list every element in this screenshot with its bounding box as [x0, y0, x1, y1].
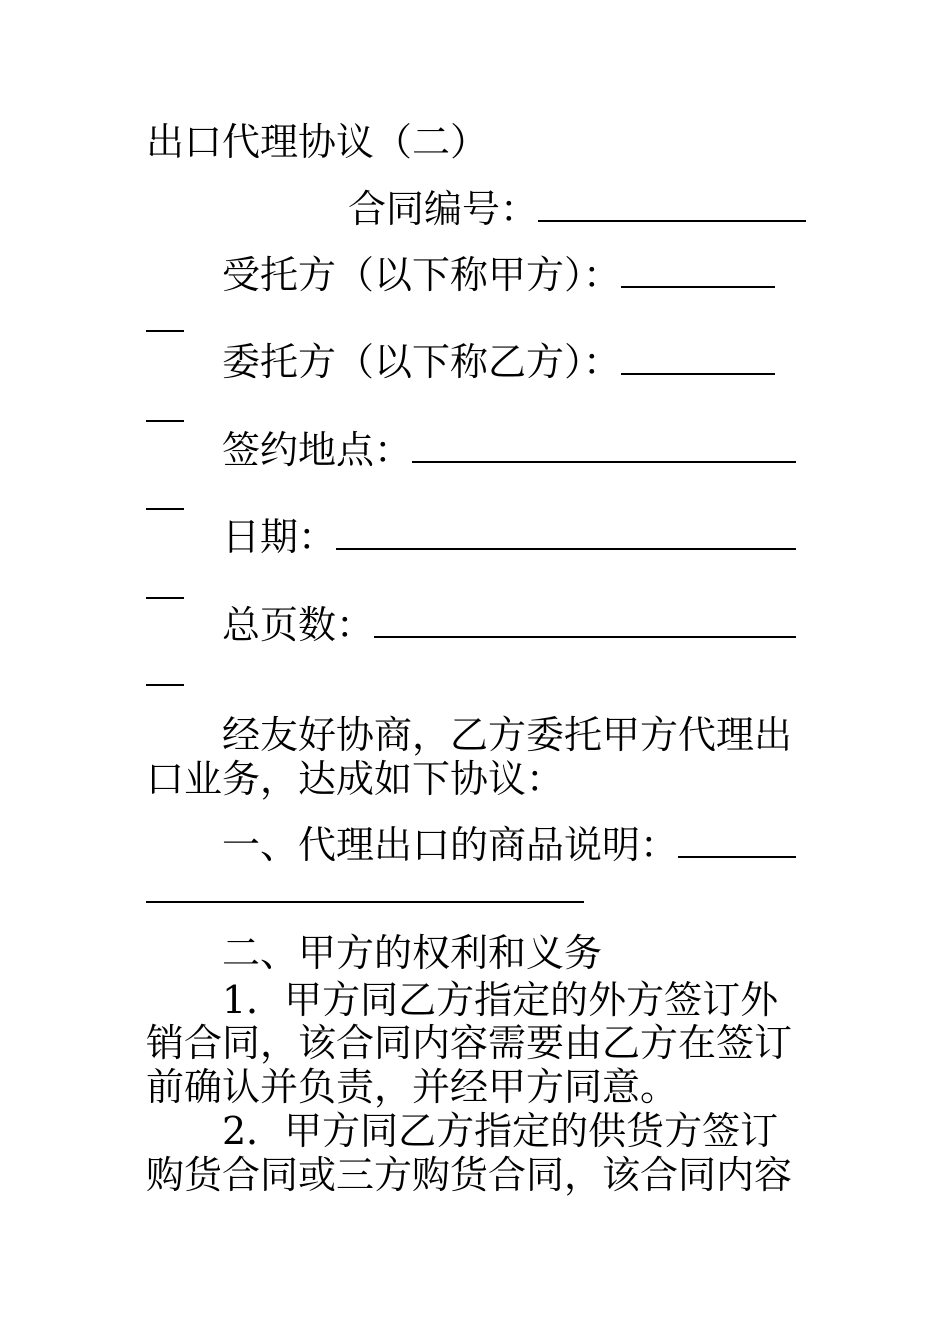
party-b-blank-continuation [146, 420, 184, 422]
party-b-row [222, 340, 775, 384]
goods-description-blank-continuation [146, 901, 584, 903]
place-row [222, 428, 796, 472]
date-blank-continuation [146, 597, 184, 599]
party-a-row [222, 253, 775, 297]
document-title: 出口代理协议（二） [146, 120, 489, 164]
section-1-heading: 一、代理出口的商品说明： [222, 823, 679, 867]
item-2-line-1: 2．甲方同乙方指定的供货方签订 [222, 1109, 779, 1153]
goods-description-blank [678, 824, 796, 858]
intro-line-2: 口业务，达成如下协议： [146, 757, 565, 801]
place-blank-continuation [146, 508, 184, 510]
contract-number-blank [538, 188, 806, 222]
section-1-row [222, 823, 796, 867]
date-label: 日期： [222, 515, 337, 559]
place-label: 签约地点： [222, 428, 413, 472]
intro-line-1: 经友好协商，乙方委托甲方代理出 [222, 713, 793, 757]
date-row [222, 515, 796, 559]
pages-blank [374, 604, 796, 638]
party-a-blank-continuation [146, 330, 184, 332]
item-2-line-2: 购货合同或三方购货合同，该合同内容 [146, 1153, 793, 1197]
item-1-line-2: 销合同，该合同内容需要由乙方在签订 [146, 1021, 793, 1065]
contract-number-label: 合同编号： [348, 187, 539, 231]
date-blank [336, 516, 796, 550]
item-1-line-1: 1．甲方同乙方指定的外方签订外 [222, 978, 779, 1022]
party-a-blank [621, 254, 775, 288]
pages-label: 总页数： [222, 603, 375, 647]
pages-row [222, 603, 796, 647]
contract-number-row [348, 187, 806, 231]
party-a-label: 受托方（以下称甲方）： [222, 253, 622, 297]
place-blank [412, 429, 796, 463]
party-b-label: 委托方（以下称乙方）： [222, 340, 622, 384]
item-1-line-3: 前确认并负责，并经甲方同意。 [146, 1065, 679, 1109]
party-b-blank [621, 341, 775, 375]
section-2-heading: 二、甲方的权利和义务 [222, 931, 603, 975]
pages-blank-continuation [146, 684, 184, 686]
